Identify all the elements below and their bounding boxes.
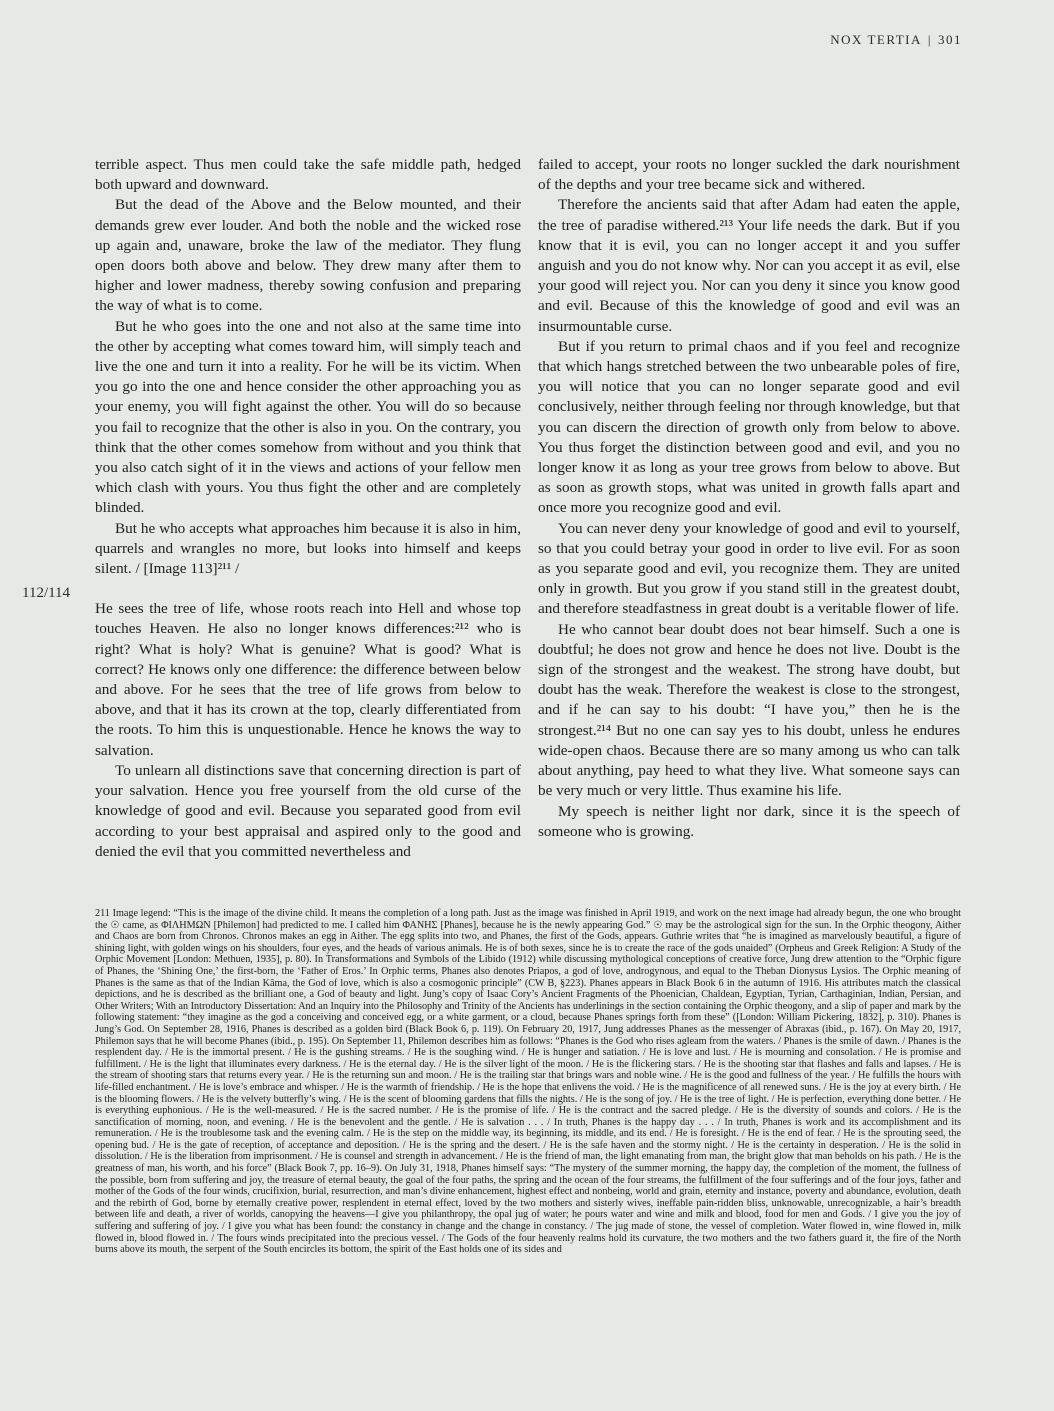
paragraph: My speech is neither light nor dark, since it is the speech of someone who is growing. [538,802,960,840]
paragraph: He sees the tree of life, whose roots reach into Hell and whose top touches Heaven. He also no longer knows differences:²¹² who is right? What is holy? What is genuine? What is good? What is correct? He knows only one difference: the difference between below and above. For he sees that the tree of life grows from below to above, and that it has its crown at the top, clearly differentiated from the roots. To him this is unquestionable. Hence he knows the way to salvation. [95,600,521,759]
page-number: 301 [938,32,962,47]
right-column [538,155,960,842]
paragraph: failed to accept, your roots no longer suckled the dark nourishment of the depths and your tree became sick and withered. [538,156,960,194]
margin-reference: 112/114 [22,585,71,601]
footnotes [95,908,961,1256]
paragraph: But if you return to primal chaos and if you feel and recognize that which hangs stretched between the two unbearable poles of fire, you will notice that you can no longer separate good and evil conclusively, neither through feeling nor through knowledge, but that you can discern the direction of growth only from below to above. You thus forget the distinction between good and evil, and you no longer know it as long as your tree grows from below to above. But as soon as growth stops, what was united in growth falls apart and once more you recognize good and evil. [538,337,960,517]
paragraph: terrible aspect. Thus men could take the safe middle path, hedged both upward and downward. [95,156,521,194]
footnote-211: 211 Image legend: “This is the image of the divine child. It means the completion of a long path. Just as the image was finished in April 1919, and work on the next image had already begun, the one who brought the ☉ came, as ΦΙΛΗΜΩΝ [Philemon] had predicted to me. I called him ΦΑΝΗΣ [Phanes], because he is the newly appearing God.” ☉ may be the astrological sign for the sun. In the Orphic theogony, Aither and Chaos are born from Chronos. Chronos makes an egg in Aither. The egg splits into two, and Phanes, the first of the Gods, appears. Guthrie writes that “he is imagined as marvelously beautiful, a figure of shining light, with golden wings on his shoulders, four eyes, and the heads of various animals. He is of both sexes, since he is to create the race of the gods unaided” (Orpheus and Greek Religion: A Study of the Orphic Movement [London: Methuen, 1935], p. 80). In Transformations and Symbols of the Libido (1912) while discussing mythological conceptions of creative force, Jung drew attention to the “Orphic figure of Phanes, the ‘Shining One,’ the first-born, the ‘Father of Eros.’ In Orphic terms, Phanes also denotes Priapos, a god of love, androgynous, and equal to the Theban Dionysus Lysios. The Orphic meaning of Phanes is the same as that of the Indian Kâma, the God of love, which is also a cosmogonic principle” (CW B, §223). Phanes appears in Black Book 6 in the autumn of 1916. His attributes match the classical depictions, and he is described as the brilliant one, a God of beauty and light. Jung’s copy of Isaac Cory’s Ancient Fragments of the Phoenician, Chaldean, Egyptian, Tyrian, Carthaginian, Indian, Persian, and Other Writers; With an Introductory Dissertation: And an Inquiry into the Philosophy and Trinity of the Ancients has underlinings in the section containing the Orphic theogony, and a slip of paper and mark by the following statement: “they imagine as the god a conceiving and conceived egg, or a white garment, or a cloud, because Phanes springs forth from these” ([London: William Pickering, 1832], p. 310). Phanes is Jung’s God. On September 28, 1916, Phanes is described as a golden bird (Black Book 6, p. 119). On February 20, 1917, Jung addresses Phanes as the messenger of Abraxas (ibid., p. 167). On May 20, 1917, Philemon says that he will become Phanes (ibid., p. 195). On September 11, Philemon describes him as follows: “Phanes is the God who rises agleam from the waters. / Phanes is the smile of dawn. / Phanes is the resplendent day. / He is the immortal present. / He is the gushing streams. / He is the soughing wind. / He is hunger and satiation. / He is love and lust. / He is mourning and consolation. / He is promise and fulfillment. / He is the light that illuminates every darkness. / He is the eternal day. / He is the silver light of the moon. / He is the flickering stars. / He is the shooting star that flashes and falls and lapses. / He is the stream of shooting stars that returns every year. / He is the returning sun and moon. / He is the trailing star that brings wars and noble wine. / He is the good and fullness of the year. / He fulfills the hours with life-filled enchantment. / He is love’s embrace and whisper. / He is the warmth of friendship. / He is the hope that enlivens the void. / He is the magnificence of all renewed suns. / He is the joy at every birth. / He is the blooming flowers. / He is the velvety butterfly’s wing. / He is the scent of blooming gardens that fills the nights. / He is the song of joy. / He is the tree of light. / He is perfection, everything done better. / He is everything euphonious. / He is the well-measured. / He is the sacred number. / He is the promise of life. / He is the contract and the sacred pledge. / He is the diversity of sounds and colors. / He is the sanctification of morning, noon, and evening. / He is the benevolent and the gentle. / He is salvation . . . / In truth, Phanes is the happy day . . . / In truth, Phanes is work and its accomplishment and its remuneration. / He is the troublesome task and the evening calm. / He is the step on the middle way, its beginning, its middle, and its end. / He is foresight. / He is the end of fear. / He is the sprouting seed, the opening bud. / He is the gate of reception, of acceptance and deposition. / He is the spring and the desert. / He is the safe haven and the stormy night. / He is the certainty in desperation. / He is the solid in dissolution. / He is the liberation from imprisonment. / He is counsel and strength in advancement. / He is the friend of man, the light emanating from man, the bright glow that man beholds on his path. / He is the greatness of man, his worth, and his force” (Black Book 7, pp. 16–9). On July 31, 1918, Phanes himself says: “The mystery of the summer morning, the happy day, the completion of the moment, the fullness of the possible, born from suffering and joy, the treasure of eternal beauty, the goal of the four paths, the spring and the ocean of the four streams, the fulfillment of the four sufferings and of the four joys, father and mother of the Gods of the four winds, crucifixion, burial, resurrection, and man’s divine enhancement, highest effect and nonbeing, world and grain, eternity and instance, poverty and abundance, evolution, death and the rebirth of God, borne by eternally creative power, resplendent in eternal effect, loved by the two mothers and sisterly wives, ineffable pain-ridden bliss, unknowable, unrecognizable, a hair’s breadth between life and death, a river of worlds, canopying the heavens—I give you philanthropy, the opal jug of water; he pours water and wine and milk and blood, food for men and Gods. / I give you the joy of suffering and suffering of joy. / I give you what has been found: the constancy in change and the change in constancy. / The jug made of stone, the vessel of completion. Water flowed in, wine flowed in, milk flowed in, blood flowed in. / The fours winds precipitated into the precious vessel. / The Gods of the four heavenly realms hold its curvature, the two mothers and the two fathers guard it, the fire of the North burns above its mouth, the serpent of the South encircles its bottom, the spirit of the East holds one of its sides and [95,908,961,1256]
running-header [830,32,962,48]
paragraph: But he who accepts what approaches him because it is also in him, quarrels and wrangles no more, but looks into himself and keeps silent. / [Image 113]²¹¹ / [95,519,521,578]
paragraph: But he who goes into the one and not also at the same time into the other by accepting what comes toward him, will simply teach and live the one and turn it into a reality. For he will be its victim. When you go into the one and hence consider the other approaching you as your enemy, you will fight against the other. You will do so because you fail to recognize that the other is also in you. On the contrary, you think that the other comes somehow from without and you think that you also catch sight of it in the views and actions of your fellow men which clash with yours. You thus fight the other and are completely blinded. [95,317,521,517]
chapter-title: NOX TERTIA [830,32,922,47]
paragraph: But the dead of the Above and the Below mounted, and their demands grew ever louder. And both the noble and the wicked rose up again and, unaware, broke the law of the mediator. They flung open doors both above and below. They drew many after them to higher and lower madness, thereby sowing confusion and preparing the way of what is to come. [95,196,521,315]
paragraph: Therefore the ancients said that after Adam had eaten the apple, the tree of paradise withered.²¹³ Your life needs the dark. But if you know that it is evil, you can no longer accept it and you suffer anguish and you do not know why. Nor can you accept it as evil, else your good will reject you. Nor can you deny it since you know good and evil. Because of this the knowledge of good and evil was an insurmountable curse. [538,196,960,335]
paragraph: To unlearn all distinctions save that concerning direction is part of your salvation. Hence you free yourself from the old curse of the knowledge of good and evil. Because you separated good from evil according to your best appraisal and aspired only to the good and denied the evil that you committed nevertheless and [95,761,521,860]
paragraph: He who cannot bear doubt does not bear himself. Such a one is doubtful; he does not grow and hence he does not live. Doubt is the sign of the strongest and the weakest. The strong have doubt, but doubt has the weak. Therefore the weakest is close to the strongest, and if he can say to his doubt: “I have you,” then he is the strongest.²¹⁴ But no one can say yes to his doubt, unless he endures wide-open chaos. Because there are so many among us who can talk about anything, pay heed to what they live. What someone says can be very much or very little. Thus examine his life. [538,620,960,800]
paragraph: You can never deny your knowledge of good and evil to yourself, so that you could betray your good in order to live evil. For as soon as you separate good and evil, you recognize them. They are united only in growth. But you grow if you stand still in the greatest doubt, and therefore steadfastness in great doubt is a veritable flower of life. [538,519,960,618]
left-column [95,155,521,862]
header-separator: | [927,32,932,47]
